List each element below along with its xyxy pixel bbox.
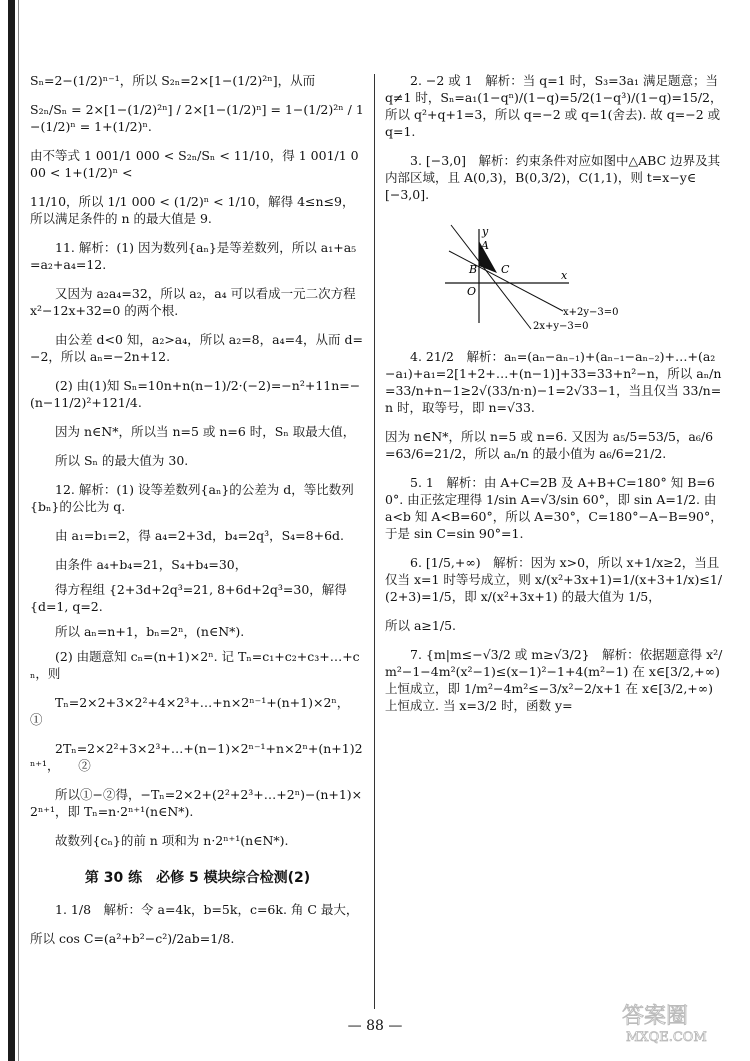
right-column (385, 72, 723, 726)
label-line-1: x+2y−3=0 (563, 307, 619, 318)
page-binding-edge (8, 0, 15, 1061)
problem-4: 4. 21/2 解析：aₙ=(aₙ−aₙ₋₁)+(aₙ₋₁−aₙ₋₂)+…+(a₂−a₁)+a₁=2[1+2+…+(n−1)]+33=33+n²−n，所以 aₙ/n=33/n+n−1≥2√(33/n·n)−1=2√33−1，当且仅当 33/n=n 时，取等号，即 n=√33. (385, 349, 722, 415)
problem-7: 7. {m|m≤−√3/2 或 m≥√3/2} 解析：依据题意得 x²/m²−1−4m²(x²−1)≤(x−1)²−1+4(m²−1) 在 x∈[3/2,+∞) 上恒成立，即 1/m²−4m²≤−3/x²−2/x+1 在 x∈[3/2,+∞) 上恒成立. 当 x=3/2 时，函数 y= (385, 647, 723, 713)
text-line: Sₙ=2−(1/2)ⁿ⁻¹，所以 S₂ₙ=2×[1−(1/2)²ⁿ]，从而 (30, 73, 316, 88)
text-line: 所以 aₙ=n+1，bₙ=2ⁿ，(n∈N*). (55, 624, 245, 639)
label-x: x (561, 269, 568, 282)
page-number: — 88 — (347, 1018, 403, 1034)
label-b: B (469, 263, 478, 276)
text-line: 因为 n∈N*，所以当 n=5 或 n=6 时，Sₙ 取最大值， (55, 424, 356, 439)
section-title: 第 30 练 必修 5 模块综合检测(2) (84, 870, 311, 886)
text-line: 所以①−②得，−Tₙ=2×2+(2²+2³+…+2ⁿ)−(n+1)×2ⁿ⁺¹，即 Tₙ=n·2ⁿ⁺¹(n∈N*). (30, 787, 363, 819)
text-line: 所以 Sₙ 的最大值为 30. (55, 453, 189, 468)
text-line: 由不等式 1 001/1 000 < S₂ₙ/Sₙ < 11/10，得 1 001/1 000 < 1+(1/2)ⁿ < (30, 148, 359, 180)
label-y: y (482, 225, 489, 238)
text-line: (2) 由(1)知 Sₙ=10n+n(n−1)/2·(−2)=−n²+11n=−(n−11/2)²+121/4. (30, 378, 361, 410)
text-line: 由 a₁=b₁=2，得 a₄=2+3d，b₄=2q³，S₄=8+6d. (55, 528, 344, 543)
text-line: (2) 由题意知 cₙ=(n+1)×2ⁿ. 记 Tₙ=c₁+c₂+c₃+…+cₙ，则 (30, 649, 360, 681)
label-origin: O (467, 285, 477, 298)
label-line-2: 2x+y−3=0 (533, 321, 589, 331)
text-line: Tₙ=2×2+3×2²+4×2³+…+n×2ⁿ⁻¹+(n+1)×2ⁿ， ① (30, 695, 369, 727)
text-line: 又因为 a₂a₄=32，所以 a₂，a₄ 可以看成一元二次方程 x²−12x+32=0 的两个根. (30, 286, 356, 318)
column-divider (374, 74, 375, 1009)
label-a: A (481, 239, 489, 252)
text-line: 得方程组 {2+3d+2q³=21, 8+6d+2q³=30，解得 {d=1, q=2. (30, 582, 347, 614)
problem-3: 3. [−3,0] 解析：约束条件对应如图中△ABC 边界及其内部区域，且 A(0,3)，B(0,3/2)，C(1,1)，则 t=x−y∈[−3,0]. (385, 153, 721, 202)
line-2x-plus-y (451, 225, 531, 329)
problem-2: 2. −2 或 1 解析：当 q=1 时，S₃=3a₁ 满足题意；当 q≠1 时，Sₙ=a₁(1−qⁿ)/(1−q)=5/2(1−q³)/(1−q)=15/2，所以 q²+q+1=3，所以 q=−2 或 q=1(舍去). 故 q=−2 或 q=1. (385, 73, 723, 139)
text-line: 所以 a≥1/5. (385, 618, 456, 633)
text-line: 所以 cos C=(a²+b²−c²)/2ab=1/8. (30, 931, 235, 946)
text-line: 2Tₙ=2×2²+3×2³+…+(n−1)×2ⁿ⁻¹+n×2ⁿ+(n+1)2ⁿ⁺¹， ② (30, 741, 363, 773)
text-line: 因为 n∈N*，所以 n=5 或 n=6. 又因为 a₅/5=53/5，a₆/6=63/6=21/2，所以 aₙ/n 的最小值为 a₆/6=21/2. (385, 429, 714, 461)
problem-1: 1. 1/8 解析：令 a=4k，b=5k，c=6k. 角 C 最大， (55, 902, 359, 917)
text-line: 11/10，所以 1/1 000 < (1/2)ⁿ < 1/10，解得 4≤n≤9，所以满足条件的 n 的最大值是 9. (30, 194, 355, 226)
text-line: 由公差 d<0 知，a₂>a₄，所以 a₂=8，a₄=4，从而 d=−2，所以 aₙ=−2n+12. (30, 332, 363, 364)
problem-5: 5. 1 解析：由 A+C=2B 及 A+B+C=180° 知 B=60°. 由正弦定理得 1/sin A=√3/sin 60°，即 sin A=1/2. 由 a<b 知 A<B=60°，所以 A=30°，C=180°−A−B=90°，于是 sin C=sin 90°=1. (385, 475, 723, 541)
problem-12: 12. 解析：(1) 设等差数列{aₙ}的公差为 d，等比数列{bₙ}的公比为 q. (30, 482, 354, 514)
watermark-title: 答案圈 (622, 1004, 689, 1029)
page-binding-line (18, 0, 19, 1061)
problem-11: 11. 解析：(1) 因为数列{aₙ}是等差数列，所以 a₁+a₅=a₂+a₄=12. (30, 240, 357, 272)
watermark-url: MXQE.COM (626, 1030, 707, 1045)
text-line: 故数列{cₙ}的前 n 项和为 n·2ⁿ⁺¹(n∈N*). (55, 833, 289, 848)
text-line: S₂ₙ/Sₙ = 2×[1−(1/2)²ⁿ] / 2×[1−(1/2)ⁿ] = 1−(1/2)²ⁿ / 1−(1/2)ⁿ = 1+(1/2)ⁿ. (30, 102, 364, 134)
feasible-region-figure (445, 221, 645, 331)
left-column (30, 72, 369, 959)
text-line: 由条件 a₄+b₄=21，S₄+b₄=30， (55, 557, 248, 572)
problem-6: 6. [1/5,+∞) 解析：因为 x>0，所以 x+1/x≥2，当且仅当 x=1 时等号成立，则 x/(x²+3x+1)=1/(x+3+1/x)≤1/(2+3)=1/5，即 x/(x²+3x+1) 的最大值为 1/5， (385, 555, 723, 604)
label-c: C (501, 263, 510, 276)
watermark-logo (612, 995, 732, 1047)
line-x-plus-2y (449, 251, 563, 311)
